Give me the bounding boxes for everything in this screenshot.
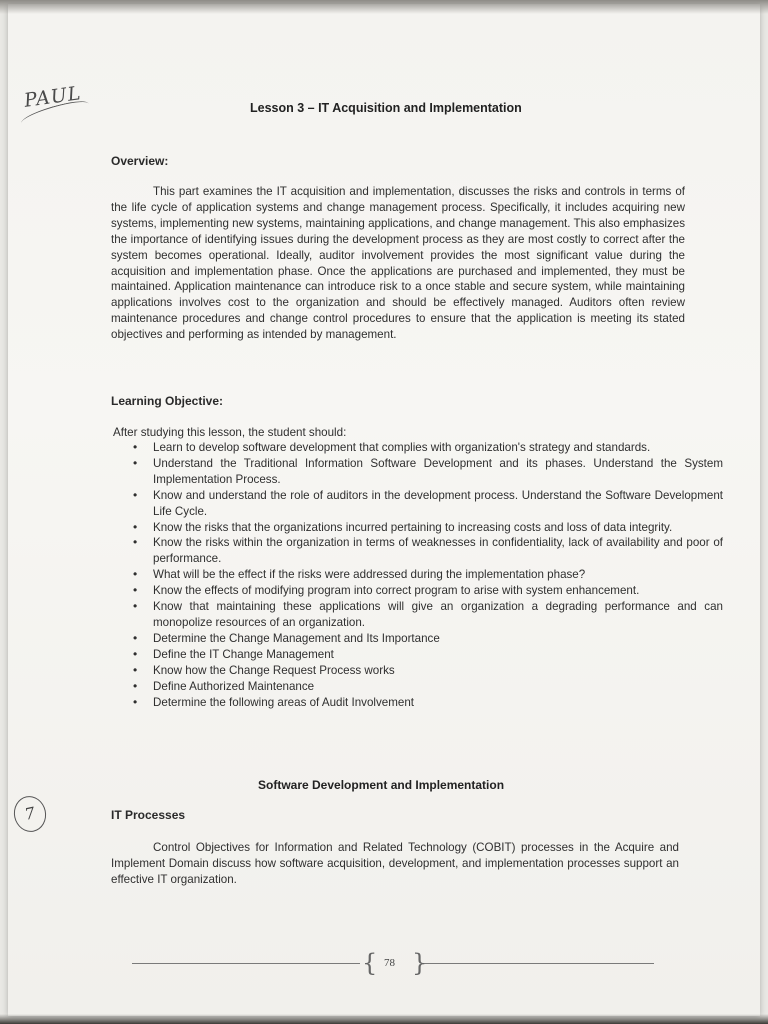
lesson-title: Lesson 3 – IT Acquisition and Implementation [250, 101, 522, 115]
learning-objective-heading: Learning Objective: [111, 394, 224, 408]
bottom-edge-shadow [0, 1014, 768, 1024]
bracket-left-icon: { [362, 949, 378, 977]
list-item: • Know the risks within the organization in terms of weaknesses in confidentiality, lack of availability and poor of performance. [153, 535, 723, 567]
list-item: • Define the IT Change Management [153, 647, 723, 663]
list-item: • Know how the Change Request Process works [153, 663, 723, 679]
learning-objective-intro: After studying this lesson, the student should: [113, 426, 347, 439]
list-item: • Determine the following areas of Audit Involvement [153, 695, 723, 711]
footer-rule-right [424, 963, 654, 964]
it-processes-paragraph: Control Objectives for Information and Related Technology (COBIT) processes in the Acquire and Implement Domain discuss how software acquisition, development, and implementation processes support an effective IT organization. [111, 841, 679, 886]
list-item: • Know the risks that the organizations incurred pertaining to increasing costs and loss of data integrity. [153, 520, 723, 536]
objectives-list [113, 440, 723, 710]
list-item: • Learn to develop software development that complies with organization's strategy and standards. [153, 440, 723, 456]
footer-rule-left [132, 963, 360, 964]
page-number-box [358, 950, 426, 976]
page-number: 78 [384, 957, 395, 969]
list-item: • Know the effects of modifying program into correct program to arise with system enhancement. [153, 583, 723, 599]
list-item: • What will be the effect if the risks were addressed during the implementation phase? [153, 567, 723, 583]
section-subtitle: Software Development and Implementation [258, 778, 505, 792]
list-item: • Determine the Change Management and Its Importance [153, 631, 723, 647]
overview-heading: Overview: [111, 154, 169, 168]
overview-paragraph: This part examines the IT acquisition and implementation, discusses the risks and controls in terms of the life cycle of application systems and change management process. Specifically, it includes acquiring new systems, implementing new systems, maintaining applications, and change management. This also emphasizes the importance of identifying issues during the development process as they are most costly to correct after the system becomes operational. Ideally, auditor involvement provides the most significant value during the acquisition and implementation phase. Once the applications are purchased and implemented, they must be maintained. Application maintenance can introduce risk to a once stable and secure system, while maintaining applications involves cost to the organization and should be effectively managed. Auditors often review maintenance procedures and change control procedures to ensure that the application is meeting its stated objectives and performing as intended by management. [111, 185, 685, 342]
list-item: • Define Authorized Maintenance [153, 679, 723, 695]
list-item: • Understand the Traditional Information Software Development and its phases. Understand the System Implementation Process. [153, 456, 723, 488]
handwritten-margin-note: PAUL [22, 82, 83, 112]
bracket-right-icon: } [412, 949, 428, 977]
list-item: • Know and understand the role of auditors in the development process. Understand the Software Development Life Cycle. [153, 488, 723, 520]
list-item: • Know that maintaining these applications will give an organization a degrading performance and can monopolize resources of an organization. [153, 599, 723, 631]
it-processes-heading: IT Processes [111, 808, 186, 822]
circled-page-mark: 7 [11, 793, 50, 835]
